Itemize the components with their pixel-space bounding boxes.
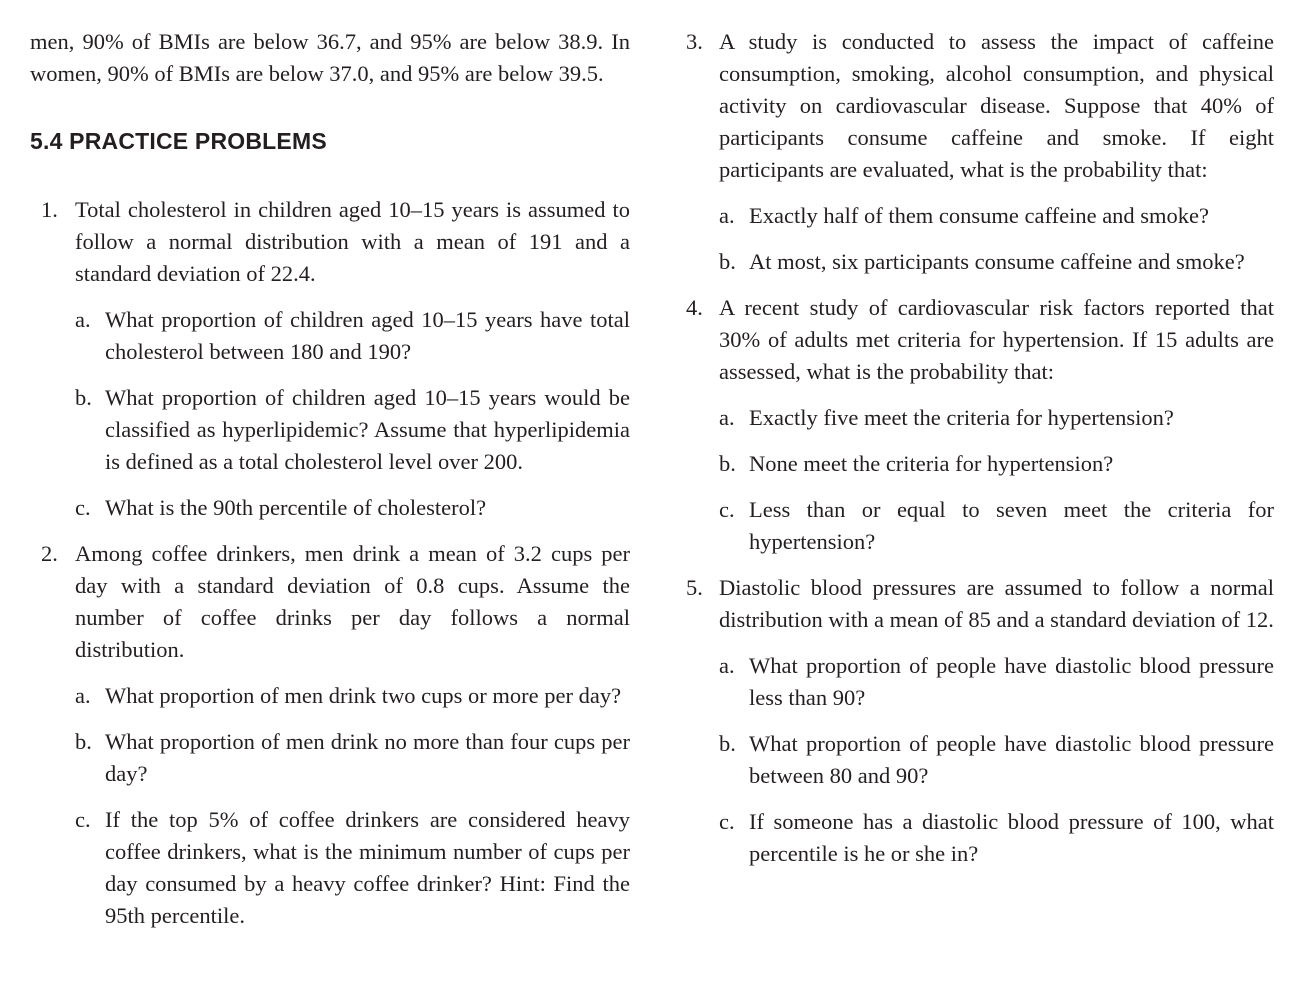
subproblem-5b xyxy=(686,728,1274,792)
subproblem-letter: a. xyxy=(719,653,735,678)
subproblem-letter: a. xyxy=(75,683,91,708)
subproblem-4a xyxy=(686,402,1274,434)
subproblem-letter: c. xyxy=(719,809,735,834)
subproblem-letter: a. xyxy=(719,405,735,430)
problem-stem: A recent study of cardiovascular risk factors reported that 30% of adults met criteria for hypertension. If 15 adults are assessed, what is the probability that: xyxy=(719,295,1274,384)
subproblem-3a xyxy=(686,200,1274,232)
problem-stem: Among coffee drinkers, men drink a mean of 3.2 cups per day with a standard deviation of 0.8 cups. Assume the number of coffee drinks per day follows a normal distribution. xyxy=(75,541,630,662)
subproblem-letter: b. xyxy=(719,451,736,476)
subproblem-2c xyxy=(30,804,630,932)
problem-3 xyxy=(686,26,1274,278)
subproblem-2b xyxy=(30,726,630,790)
subproblem-text: If someone has a diastolic blood pressure of 100, what percentile is he or she in? xyxy=(749,809,1274,866)
subproblem-4b xyxy=(686,448,1274,480)
problem-number: 3. xyxy=(686,29,703,54)
subproblem-text: At most, six participants consume caffeine and smoke? xyxy=(749,249,1245,274)
subproblem-letter: c. xyxy=(75,495,91,520)
subproblem-text: What proportion of people have diastolic blood pressure between 80 and 90? xyxy=(749,731,1274,788)
problem-number: 2. xyxy=(41,541,58,566)
subproblem-text: None meet the criteria for hypertension? xyxy=(749,451,1114,476)
subproblem-letter: b. xyxy=(75,729,92,754)
subproblem-letter: a. xyxy=(75,307,91,332)
subproblem-letter: c. xyxy=(75,807,91,832)
right-column xyxy=(686,26,1274,884)
subproblem-letter: b. xyxy=(719,249,736,274)
subproblem-text: What is the 90th percentile of cholesterol? xyxy=(105,495,487,520)
problem-stem: A study is conducted to assess the impact of caffeine consumption, smoking, alcohol consumption, and physical activity on cardiovascular disease. Suppose that 40% of participants consume caffeine and smoke. If eight participants are evaluated, what is the probability that: xyxy=(719,29,1274,182)
subproblem-letter: a. xyxy=(719,203,735,228)
subproblem-1a xyxy=(30,304,630,368)
problem-number: 1. xyxy=(41,197,58,222)
subproblem-text: What proportion of men drink no more than four cups per day? xyxy=(105,729,630,786)
subproblem-1c xyxy=(30,492,630,524)
subproblem-2a xyxy=(30,680,630,712)
subproblem-letter: c. xyxy=(719,497,735,522)
subproblem-text: Less than or equal to seven meet the criteria for hypertension? xyxy=(749,497,1274,554)
subproblem-letter: b. xyxy=(719,731,736,756)
problem-stem: Total cholesterol in children aged 10–15 years is assumed to follow a normal distribution with a mean of 191 and a standard deviation of 22.4. xyxy=(75,197,630,286)
subproblem-text: If the top 5% of coffee drinkers are considered heavy coffee drinkers, what is the minimum number of cups per day consumed by a heavy coffee drinker? Hint: Find the 95th percentile. xyxy=(105,807,630,928)
subproblem-text: Exactly five meet the criteria for hypertension? xyxy=(749,405,1174,430)
intro-paragraph: men, 90% of BMIs are below 36.7, and 95% are below 38.9. In women, 90% of BMIs are below 37.0, and 95% are below 39.5. xyxy=(30,29,630,86)
subproblem-text: What proportion of children aged 10–15 years have total cholesterol between 180 and 190? xyxy=(105,307,630,364)
problem-1 xyxy=(30,194,630,524)
subproblem-3b xyxy=(686,246,1274,278)
problem-5 xyxy=(686,572,1274,870)
problem-stem: Diastolic blood pressures are assumed to follow a normal distribution with a mean of 85 and a standard deviation of 12. xyxy=(719,575,1274,632)
subproblem-letter: b. xyxy=(75,385,92,410)
subproblem-5c xyxy=(686,806,1274,870)
problem-number: 4. xyxy=(686,295,703,320)
problem-number: 5. xyxy=(686,575,703,600)
subproblem-text: What proportion of children aged 10–15 years would be classified as hyperlipidemic? Assume that hyperlipidemia is defined as a total cholesterol level over 200. xyxy=(105,385,630,474)
left-column xyxy=(30,26,630,946)
subproblem-text: Exactly half of them consume caffeine and smoke? xyxy=(749,203,1210,228)
subproblem-1b xyxy=(30,382,630,478)
subproblem-5a xyxy=(686,650,1274,714)
subproblem-text: What proportion of people have diastolic blood pressure less than 90? xyxy=(749,653,1274,710)
problem-4 xyxy=(686,292,1274,558)
section-heading: 5.4 PRACTICE PROBLEMS xyxy=(30,128,327,154)
problem-2 xyxy=(30,538,630,932)
subproblem-text: What proportion of men drink two cups or more per day? xyxy=(105,683,622,708)
subproblem-4c xyxy=(686,494,1274,558)
